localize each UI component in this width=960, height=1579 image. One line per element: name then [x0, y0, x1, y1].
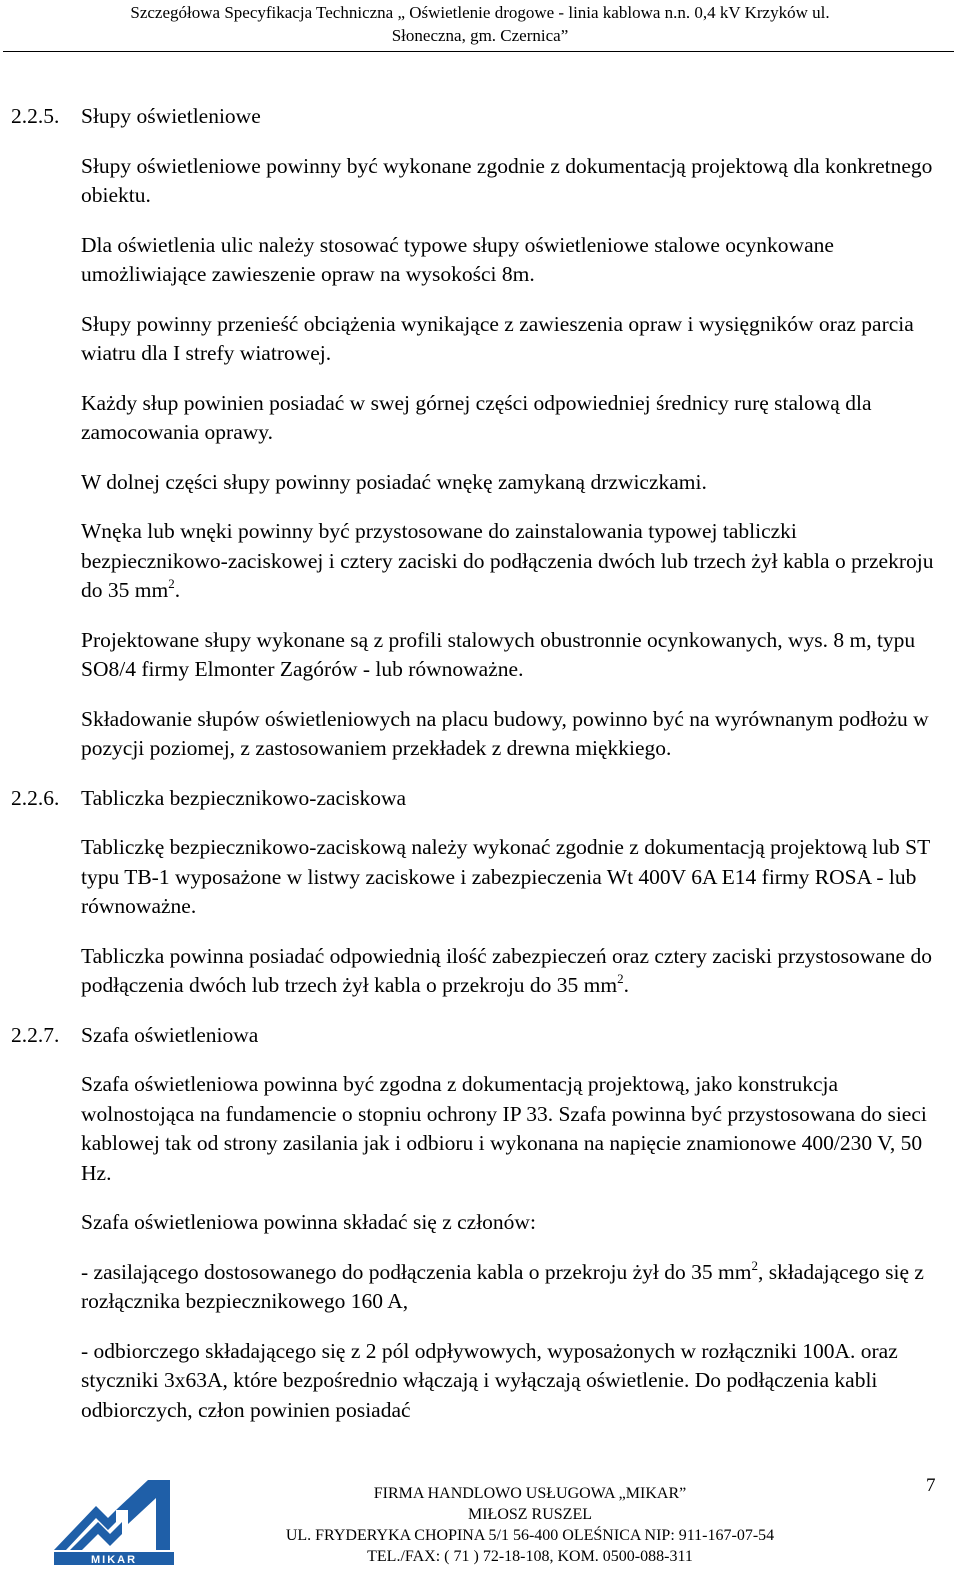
header-line-1: Szczegółowa Specyfikacja Techniczna „ Oświetlenie drogowe - linia kablowa n.n. 0,4 kV Krzyków ul. [130, 3, 830, 22]
footer-phone: TEL./FAX: ( 71 ) 72-18-108, KOM. 0500-088-311 [367, 1548, 693, 1565]
paragraph: Każdy słup powinien posiadać w swej górnej części odpowiedniej średnicy rurę stalową dla zamocowania oprawy. [81, 390, 872, 444]
section-title: Szafa oświetleniowa [81, 1022, 259, 1047]
mikar-logo [52, 1476, 176, 1566]
footer-owner: MIŁOSZ RUSZEL [468, 1506, 592, 1523]
paragraph-text: - zasilającego dostosowanego do podłączenia kabla o przekroju żył do 35 mm [81, 1259, 752, 1284]
page-footer [200, 1483, 860, 1567]
exponent: 2 [168, 576, 175, 591]
section-number: 2.2.7. [11, 1022, 60, 1047]
exponent: 2 [751, 1257, 758, 1273]
section-number: 2.2.5. [11, 104, 60, 128]
paragraph-end: . [174, 578, 181, 602]
footer-company: FIRMA HANDLOWO USŁUGOWA „MIKAR” [373, 1485, 687, 1502]
paragraph-text: Wnęka lub wnęki powinny być przystosowane do zainstalowania typowej tabliczki bezpiecznikowo-zaciskowej i cztery zaciski do podłączenia dwóch lub trzech żył kabla o przekroju do 35 mm [81, 519, 934, 602]
paragraph: W dolnej części słupy powinny posiadać wnękę zamykaną drzwiczkami. [81, 469, 707, 494]
paragraph: Projektowane słupy wykonane są z profili stalowych obustronnie ocynkowanych, wys. 8 m, typu SO8/4 firmy Elmonter Zagórów - lub równoważne. [81, 627, 916, 681]
section-heading-2-2-6 [11, 784, 941, 814]
paragraph: Szafa oświetleniowa powinna być zgodna z dokumentacją projektową, jako konstrukcja wolnostojąca na fundamencie o stopniu ochrony IP 33. Szafa powinna być przystosowana do sieci kablowej tak od strony zasilania jak i odbioru i wykonana na napięcie znamionowe 400/230 V, 50 Hz. [81, 1072, 927, 1185]
paragraph: - odbiorczego składającego się z 2 pól odpływowych, wyposażonych w rozłączniki 100A. oraz styczniki 3x63A, które bezpośrednio włączają i wyłączają oświetlenie. Do podłączenia kabli odbiorczych, człon powinien posiadać [81, 1338, 898, 1422]
paragraph-with-exponent [81, 517, 941, 606]
document-body [11, 102, 941, 1445]
exponent: 2 [617, 971, 624, 986]
paragraph: Szafa oświetleniowa powinna składać się z członów: [81, 1210, 536, 1234]
paragraph: Słupy oświetleniowe powinny być wykonane zgodnie z dokumentacją projektową dla konkretnego obiektu. [81, 153, 933, 207]
paragraph-text: Tabliczka powinna posiadać odpowiednią ilość zabezpieczeń oraz cztery zaciski przystosowane do podłączenia dwóch lub trzech żył kabla o przekroju do 35 mm [81, 943, 932, 997]
section-title: Słupy oświetleniowe [81, 104, 261, 128]
header-line-2: Słoneczna, gm. Czernica” [391, 26, 569, 45]
section-heading-2-2-5 [11, 102, 941, 132]
paragraph-with-exponent [81, 1258, 941, 1317]
paragraph: Dla oświetlenia ulic należy stosować typowe słupy oświetleniowe stalowe ocynkowane umożliwiające zawieszenie opraw na wysokości 8m. [81, 232, 834, 286]
page-number: 7 [926, 1475, 936, 1496]
paragraph-end: . [623, 973, 629, 997]
paragraph-with-exponent [81, 942, 941, 1001]
paragraph: Składowanie słupów oświetleniowych na placu budowy, powinno być na wyrównanym podłożu w pozycji poziomej, z zastosowaniem przekładek z drewna miękkiego. [81, 706, 929, 760]
section-number: 2.2.6. [11, 785, 60, 810]
section-title: Tabliczka bezpiecznikowo-zaciskowa [81, 785, 407, 810]
footer-address: UL. FRYDERYKA CHOPINA 5/1 56-400 OLEŚNICA NIP: 911-167-07-54 [285, 1527, 775, 1544]
paragraph: Tabliczkę bezpiecznikowo-zaciskową należy wykonać zgodnie z dokumentacją projektową lub ST typu TB-1 wyposażone w listwy zaciskowe i zabezpieczenia Wt 400V 6A E14 firmy ROSA - lub równoważne. [81, 835, 930, 918]
header-divider [3, 51, 954, 52]
paragraph-continuation: , składającego się z rozłącznika bezpiecznikowego 160 A, [81, 1259, 924, 1313]
logo-text: MIKAR [90, 1554, 138, 1566]
page-header [0, 0, 960, 47]
section-heading-2-2-7 [11, 1021, 941, 1051]
paragraph: Słupy powinny przenieść obciążenia wynikające z zawieszenia opraw i wysięgników oraz parcia wiatru dla I strefy wiatrowej. [81, 311, 914, 365]
